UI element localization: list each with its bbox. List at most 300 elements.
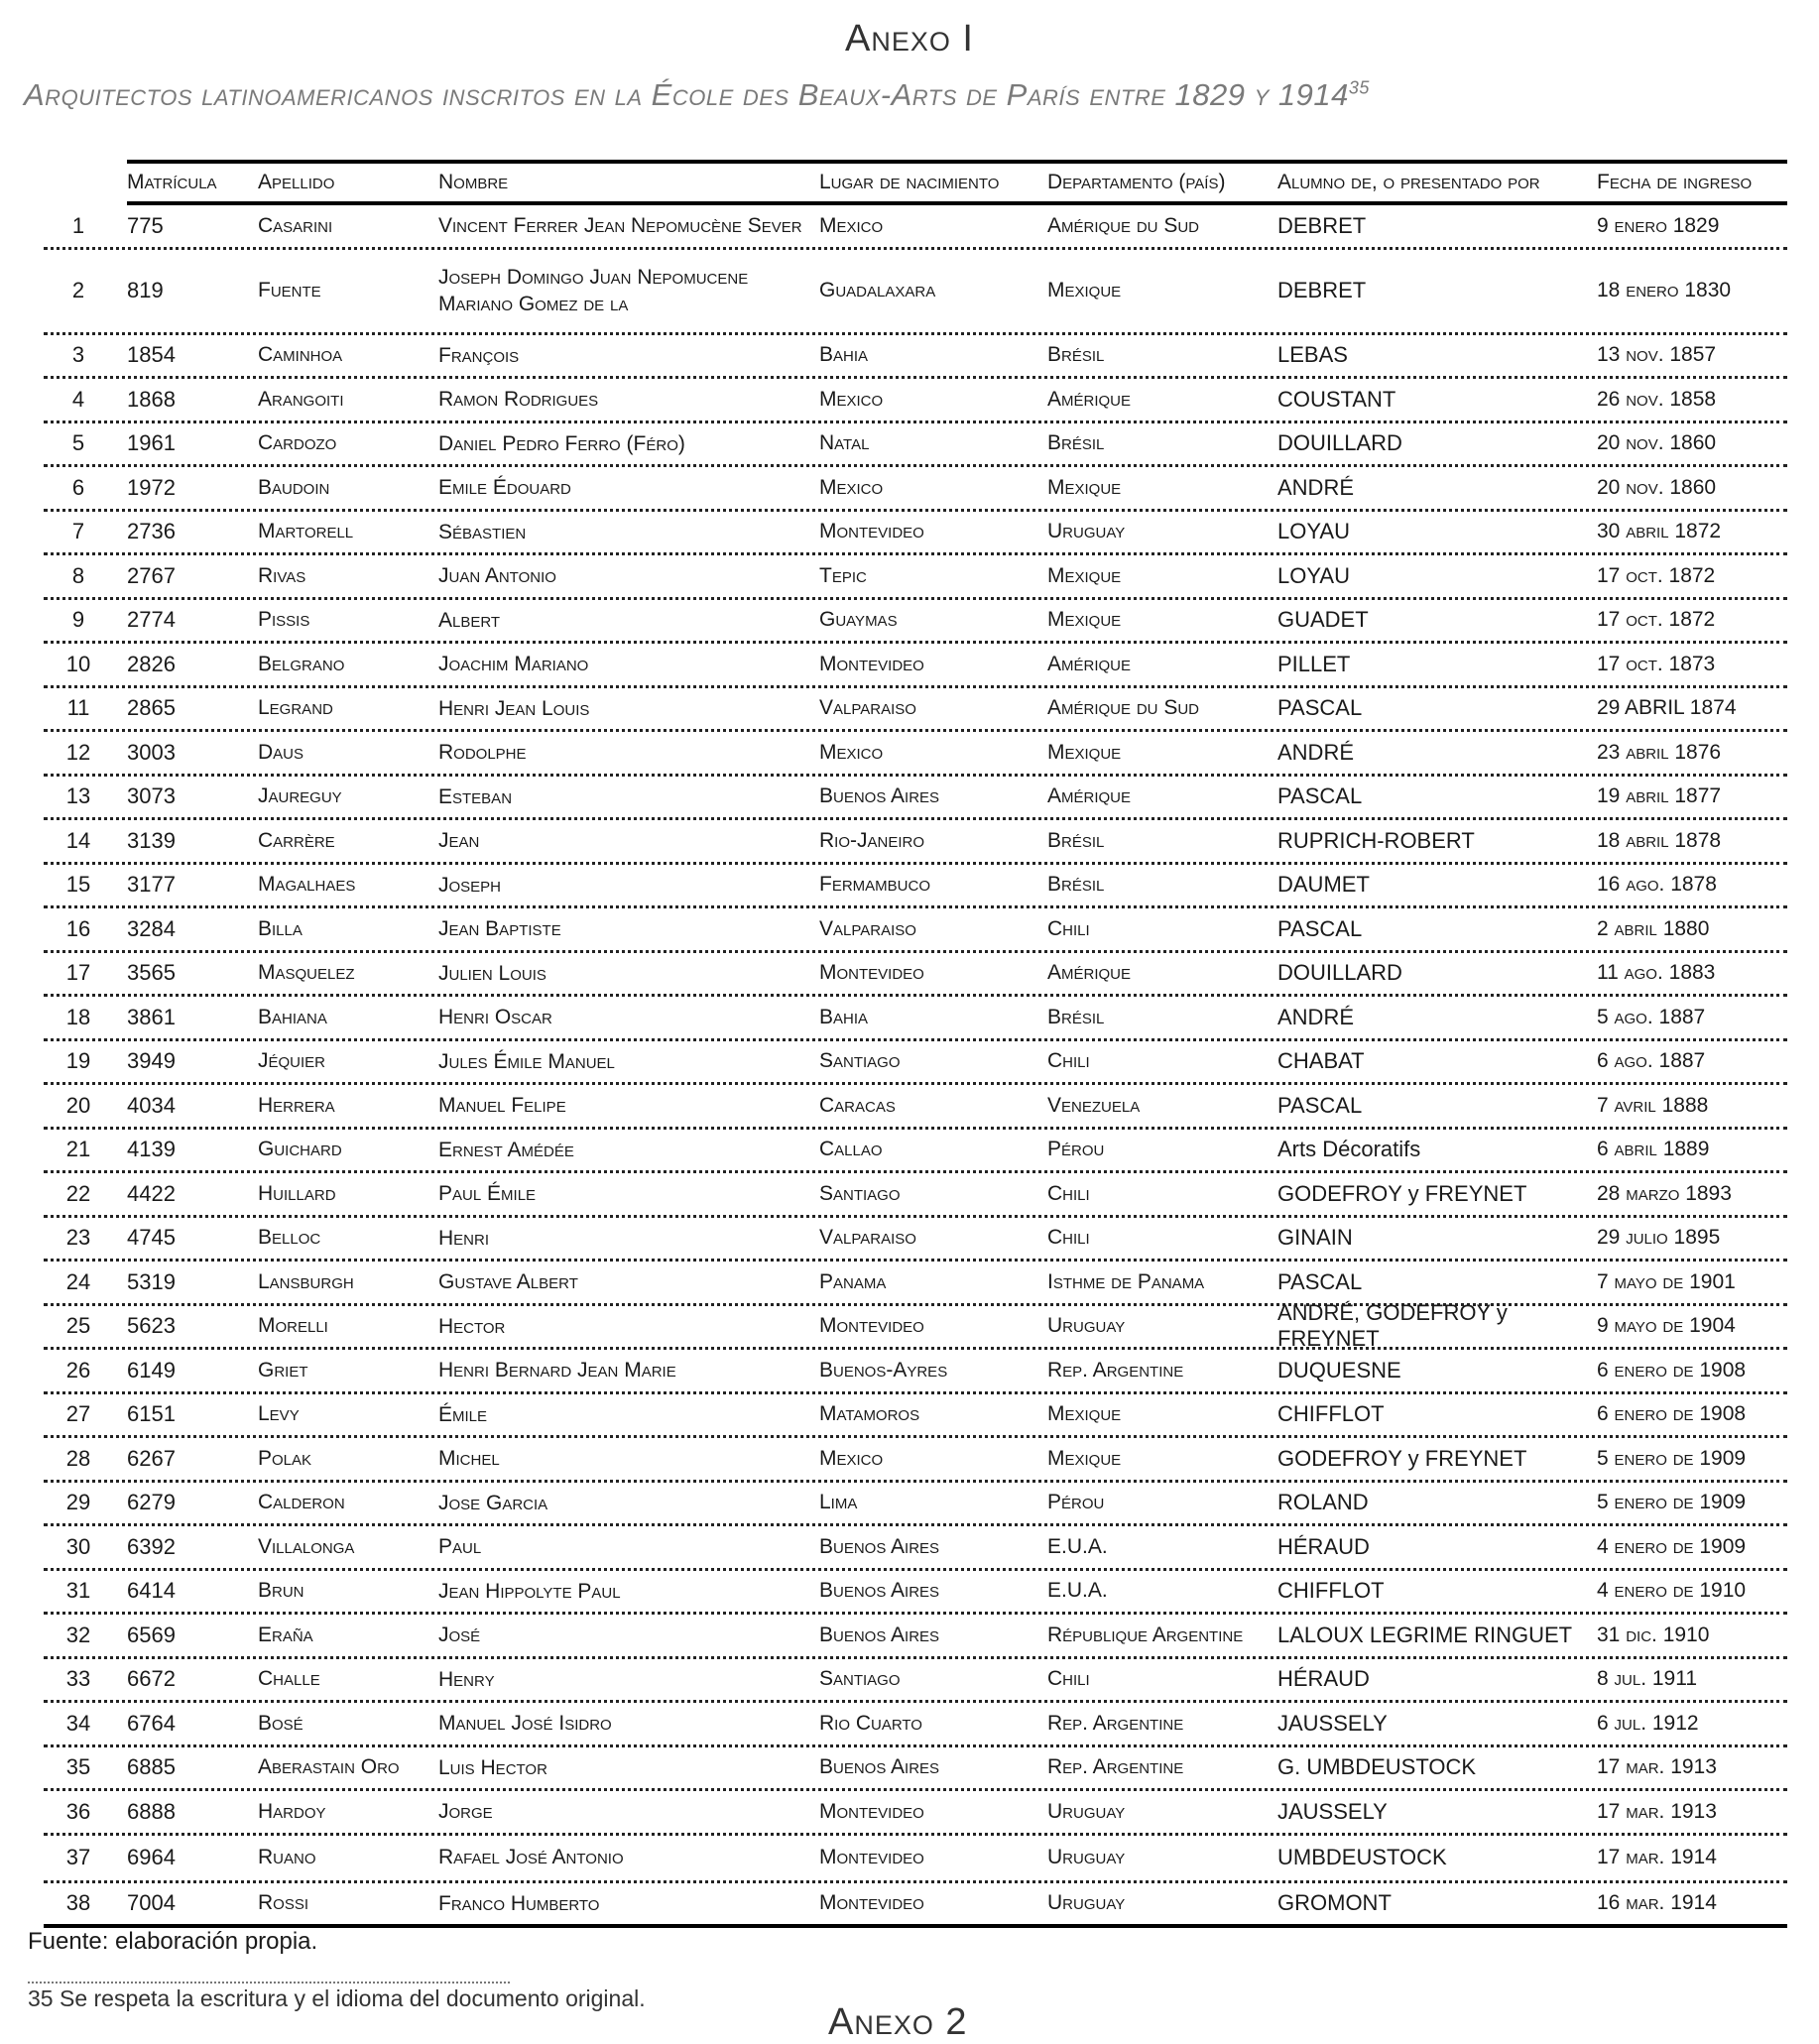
table-row	[44, 1041, 1787, 1086]
cell-nombre: Franco Humberto	[438, 1891, 600, 1915]
header-nombre: Nombre	[438, 171, 509, 194]
header-lugar: Lugar de nacimiento	[819, 171, 1000, 193]
cell-num: 2	[71, 278, 85, 302]
cell-alumno: CHABAT	[1277, 1048, 1365, 1074]
cell-lugar: Mexico	[819, 475, 884, 499]
cell-lugar: Natal	[819, 431, 870, 455]
cell-alumno: GROMONT	[1277, 1890, 1392, 1916]
cell-alumno: ROLAND	[1277, 1490, 1369, 1515]
cell-departamento: Pérou	[1047, 1491, 1105, 1514]
cell-fecha: 17 oct. 1872	[1597, 608, 1716, 632]
cell-alumno: RUPRICH-ROBERT	[1277, 827, 1475, 853]
cell-apellido: Legrand	[258, 696, 333, 720]
cell-departamento: Mexique	[1047, 563, 1122, 587]
cell-lugar: Buenos Aires	[819, 1623, 940, 1646]
cell-departamento: E.U.A.	[1047, 1534, 1108, 1558]
cell-num: 7	[71, 519, 85, 544]
cell-departamento: Chili	[1047, 1049, 1090, 1073]
table-row	[44, 1571, 1787, 1616]
cell-matricula: 6672	[127, 1666, 176, 1692]
cell-alumno: GUADET	[1277, 607, 1369, 633]
cell-num: 31	[65, 1578, 91, 1604]
table-row	[44, 555, 1787, 600]
cell-alumno: UMBDEUSTOCK	[1277, 1845, 1447, 1869]
cell-nombre: Manuel Felipe	[438, 1094, 566, 1118]
cell-num: 35	[65, 1754, 91, 1780]
table-row	[44, 1883, 1787, 1929]
cell-fecha: 29 julio 1895	[1597, 1226, 1721, 1250]
cell-lugar: Matamoros	[819, 1402, 920, 1426]
cell-matricula: 6569	[127, 1622, 176, 1647]
cell-alumno: PILLET	[1277, 651, 1351, 676]
cell-alumno: LEBAS	[1277, 342, 1348, 368]
cell-matricula: 7004	[127, 1890, 176, 1916]
cell-matricula: 2774	[127, 607, 176, 633]
cell-apellido: Cardozo	[258, 431, 337, 455]
cell-num: 28	[65, 1445, 91, 1471]
cell-nombre: Daniel Pedro Ferro (Féro)	[438, 431, 685, 455]
cell-nombre: Luis Hector	[438, 1755, 547, 1779]
cell-lugar: Montevideo	[819, 520, 924, 543]
cell-lugar: Mexico	[819, 213, 884, 237]
cell-lugar: Caracas	[819, 1093, 896, 1117]
cell-departamento: Rep. Argentine	[1047, 1358, 1184, 1382]
cell-matricula: 1972	[127, 474, 176, 500]
cell-lugar: Montevideo	[819, 1846, 924, 1868]
cell-alumno: HÉRAUD	[1277, 1666, 1370, 1692]
cell-apellido: Casarini	[258, 213, 333, 237]
table-subtitle	[24, 77, 1370, 113]
cell-fecha: 6 enero de 1908	[1597, 1402, 1747, 1426]
cell-lugar: Bahia	[819, 343, 869, 367]
cell-fecha: 17 mar. 1914	[1597, 1846, 1717, 1868]
cell-fecha: 17 mar. 1913	[1597, 1799, 1717, 1823]
cell-matricula: 2826	[127, 651, 176, 676]
cell-departamento: Isthme de Panama	[1047, 1269, 1205, 1293]
cell-nombre: Albert	[438, 608, 501, 632]
cell-lugar: Santiago	[819, 1667, 901, 1691]
cell-lugar: Montevideo	[819, 652, 924, 675]
cell-num: 25	[65, 1313, 91, 1339]
cell-departamento: Mexique	[1047, 279, 1122, 301]
cell-departamento: Uruguay	[1047, 1799, 1126, 1823]
cell-apellido: Billa	[258, 916, 303, 940]
cell-apellido: Bosé	[258, 1711, 303, 1735]
cell-nombre: Michel	[438, 1447, 500, 1471]
cell-fecha: 7 avril 1888	[1597, 1093, 1709, 1117]
cell-apellido: Lansburgh	[258, 1269, 354, 1293]
cell-fecha: 5 enero de 1909	[1597, 1491, 1747, 1514]
cell-apellido: Herrera	[258, 1093, 335, 1117]
cell-matricula: 6149	[127, 1357, 176, 1383]
cell-nombre: Gustave Albert	[438, 1270, 578, 1294]
cell-num: 20	[65, 1092, 91, 1118]
cell-departamento: Amérique	[1047, 652, 1132, 675]
cell-num: 22	[65, 1180, 91, 1206]
cell-matricula: 1961	[127, 430, 176, 456]
cell-apellido: Rivas	[258, 563, 306, 587]
cell-alumno: ANDRÉ	[1277, 474, 1355, 500]
table-header	[44, 164, 1787, 201]
cell-fecha: 31 dic. 1910	[1597, 1623, 1710, 1646]
cell-lugar: Mexico	[819, 1446, 884, 1470]
cell-lugar: Buenos Aires	[819, 1755, 940, 1779]
cell-matricula: 3177	[127, 872, 176, 898]
cell-nombre: Henri Jean Louis	[438, 696, 590, 720]
cell-matricula: 6964	[127, 1845, 176, 1869]
cell-lugar: Rio Cuarto	[819, 1711, 922, 1735]
cell-num: 12	[65, 739, 91, 765]
table-row	[44, 1659, 1787, 1704]
cell-fecha: 17 oct. 1872	[1597, 563, 1716, 587]
cell-fecha: 23 abril 1876	[1597, 740, 1722, 764]
cell-apellido: Morelli	[258, 1314, 328, 1338]
cell-num: 11	[66, 695, 90, 721]
cell-fecha: 30 abril 1872	[1597, 520, 1722, 543]
cell-lugar: Buenos Aires	[819, 1534, 940, 1558]
table-row	[44, 335, 1787, 380]
cell-matricula: 6885	[127, 1754, 176, 1780]
cell-alumno: DEBRET	[1277, 278, 1367, 302]
cell-apellido: Ruano	[258, 1846, 316, 1868]
cell-fecha: 16 mar. 1914	[1597, 1891, 1717, 1915]
cell-fecha: 9 mayo de 1904	[1597, 1314, 1736, 1338]
cell-matricula: 2767	[127, 562, 176, 588]
cell-num: 36	[65, 1798, 91, 1824]
cell-apellido: Bahiana	[258, 1005, 327, 1028]
cell-num: 34	[65, 1710, 91, 1736]
cell-matricula: 6764	[127, 1710, 176, 1736]
cell-departamento: E.U.A.	[1047, 1579, 1108, 1603]
cell-num: 18	[65, 1004, 91, 1029]
cell-matricula: 2736	[127, 519, 176, 544]
cell-fecha: 5 enero de 1909	[1597, 1446, 1747, 1470]
cell-departamento: Venezuela	[1047, 1093, 1141, 1117]
cell-fecha: 6 enero de 1908	[1597, 1358, 1747, 1382]
cell-departamento: Mexique	[1047, 1446, 1122, 1470]
cell-nombre: Henri	[438, 1226, 490, 1250]
cell-matricula: 3139	[127, 827, 176, 853]
table-row	[44, 732, 1787, 777]
cell-num: 5	[71, 430, 85, 456]
cell-matricula: 3861	[127, 1004, 176, 1029]
table-row	[44, 512, 1787, 556]
cell-nombre: Paul	[438, 1535, 482, 1559]
cell-fecha: 18 abril 1878	[1597, 828, 1722, 852]
cell-lugar: Panama	[819, 1269, 887, 1293]
cell-departamento: Amérique du Sud	[1047, 696, 1200, 720]
cell-nombre: Emile Édouard	[438, 476, 571, 500]
cell-nombre: Henry	[438, 1667, 495, 1691]
table-row	[44, 1262, 1787, 1306]
cell-lugar: Montevideo	[819, 1891, 924, 1915]
cell-departamento: Brésil	[1047, 828, 1105, 852]
cell-alumno: PASCAL	[1277, 783, 1363, 809]
cell-num: 10	[65, 651, 91, 676]
cell-nombre: Jose Garcia	[438, 1491, 548, 1514]
table-row	[44, 644, 1787, 688]
cell-nombre: François	[438, 343, 520, 367]
cell-num: 38	[65, 1890, 91, 1916]
cell-lugar: Valparaiso	[819, 696, 916, 720]
table-row	[44, 1394, 1787, 1439]
cell-apellido: Magalhaes	[258, 873, 356, 897]
table-row	[44, 1791, 1787, 1836]
table-row	[44, 1703, 1787, 1747]
cell-nombre: Émile	[438, 1402, 488, 1426]
cell-apellido: Arangoiti	[258, 387, 344, 411]
cell-lugar: Mexico	[819, 740, 884, 764]
cell-lugar: Valparaiso	[819, 1226, 916, 1250]
cell-lugar: Montevideo	[819, 1799, 924, 1823]
cell-departamento: Brésil	[1047, 343, 1105, 367]
header-departamento: Departamento (país)	[1047, 171, 1226, 193]
cell-fecha: 20 nov. 1860	[1597, 431, 1717, 455]
cell-matricula: 6888	[127, 1798, 176, 1824]
table-row	[44, 379, 1787, 423]
cell-lugar: Buenos Aires	[819, 784, 940, 808]
cell-nombre: José	[438, 1623, 481, 1647]
cell-apellido: Martorell	[258, 520, 354, 543]
cell-departamento: Uruguay	[1047, 1846, 1126, 1868]
table-row	[44, 1350, 1787, 1394]
table-row	[44, 1615, 1787, 1659]
cell-num: 13	[65, 783, 91, 809]
table-row	[44, 600, 1787, 645]
cell-nombre: Vincent Ferrer Jean Nepomucène Sever	[438, 214, 802, 238]
cell-num: 3	[71, 342, 85, 368]
cell-departamento: Amérique	[1047, 961, 1132, 985]
cell-departamento: Mexique	[1047, 608, 1122, 632]
cell-departamento: Brésil	[1047, 431, 1105, 455]
cell-alumno: JAUSSELY	[1277, 1710, 1388, 1736]
table-row	[44, 908, 1787, 953]
source-note: Fuente: elaboración propia.	[28, 1928, 318, 1955]
cell-fecha: 17 mar. 1913	[1597, 1755, 1717, 1779]
cell-lugar: Santiago	[819, 1049, 901, 1073]
table-row	[44, 1173, 1787, 1218]
cell-alumno: GINAIN	[1277, 1225, 1353, 1251]
next-section-heading: Anexo 2	[828, 2001, 968, 2043]
cell-fecha: 11 ago. 1883	[1597, 961, 1716, 985]
cell-num: 15	[65, 872, 91, 898]
cell-matricula: 4422	[127, 1180, 176, 1206]
cell-nombre: Hector	[438, 1314, 506, 1338]
cell-fecha: 13 nov. 1857	[1597, 343, 1717, 367]
cell-alumno: CHIFFLOT	[1277, 1578, 1385, 1604]
cell-alumno: CHIFFLOT	[1277, 1401, 1385, 1427]
cell-num: 27	[65, 1401, 91, 1427]
cell-nombre: Paul Émile	[438, 1182, 537, 1206]
cell-nombre: Juan Antonio	[438, 564, 556, 588]
cell-num: 23	[65, 1225, 91, 1251]
cell-apellido: Griet	[258, 1358, 308, 1382]
cell-apellido: Rossi	[258, 1891, 309, 1915]
cell-apellido: Jaureguy	[258, 784, 342, 808]
cell-lugar: Guaymas	[819, 608, 898, 632]
cell-departamento: République Argentine	[1047, 1623, 1244, 1646]
cell-alumno: JAUSSELY	[1277, 1798, 1388, 1824]
cell-departamento: Rep. Argentine	[1047, 1711, 1184, 1735]
cell-lugar: Tepic	[819, 563, 867, 587]
cell-departamento: Rep. Argentine	[1047, 1755, 1184, 1779]
table-row	[44, 953, 1787, 998]
cell-departamento: Amérique du Sud	[1047, 213, 1200, 237]
cell-lugar: Montevideo	[819, 961, 924, 985]
table-row	[44, 1218, 1787, 1262]
cell-matricula: 3949	[127, 1048, 176, 1074]
cell-matricula: 4745	[127, 1225, 176, 1251]
cell-num: 17	[65, 960, 91, 986]
cell-num: 26	[65, 1357, 91, 1383]
cell-departamento: Chili	[1047, 1181, 1090, 1205]
table-row	[44, 820, 1787, 865]
cell-apellido: Calderon	[258, 1491, 345, 1514]
cell-fecha: 17 oct. 1873	[1597, 652, 1716, 675]
cell-nombre: Henri Oscar	[438, 1006, 552, 1029]
cell-nombre: Henri Bernard Jean Marie	[438, 1359, 676, 1383]
cell-num: 19	[65, 1048, 91, 1074]
table-row	[44, 865, 1787, 909]
cell-departamento: Mexique	[1047, 740, 1122, 764]
cell-fecha: 20 nov. 1860	[1597, 475, 1717, 499]
cell-matricula: 819	[127, 278, 164, 302]
cell-matricula: 4034	[127, 1092, 176, 1118]
cell-fecha: 26 nov. 1858	[1597, 387, 1717, 411]
cell-apellido: Aberastain Oro	[258, 1755, 400, 1779]
cell-alumno: DEBRET	[1277, 212, 1367, 238]
cell-apellido: Pissis	[258, 608, 310, 632]
cell-matricula: 4139	[127, 1137, 176, 1162]
cell-fecha: 6 jul. 1912	[1597, 1711, 1699, 1735]
header-apellido: Apellido	[258, 171, 335, 193]
cell-matricula: 6267	[127, 1445, 176, 1471]
cell-fecha: 4 enero de 1909	[1597, 1534, 1747, 1558]
cell-matricula: 5319	[127, 1268, 176, 1294]
cell-alumno: PASCAL	[1277, 1092, 1363, 1118]
cell-num: 29	[65, 1490, 91, 1515]
table-row	[44, 1438, 1787, 1483]
cell-alumno: HÉRAUD	[1277, 1533, 1370, 1559]
header-fecha: Fecha de ingreso	[1597, 171, 1753, 193]
cell-num: 37	[65, 1845, 91, 1869]
cell-alumno: LOYAU	[1277, 562, 1350, 588]
cell-nombre: Rodolphe	[438, 741, 527, 765]
cell-fecha: 16 ago. 1878	[1597, 873, 1717, 897]
cell-alumno: DUQUESNE	[1277, 1357, 1401, 1383]
cell-nombre: Rafael José Antonio	[438, 1846, 624, 1869]
cell-alumno: DOUILLARD	[1277, 430, 1402, 456]
cell-fecha: 29 ABRIL 1874	[1597, 696, 1737, 720]
cell-apellido: Guichard	[258, 1138, 342, 1161]
cell-departamento: Chili	[1047, 1667, 1090, 1691]
cell-alumno: GODEFROY y FREYNET	[1277, 1445, 1527, 1471]
cell-departamento: Uruguay	[1047, 520, 1126, 543]
cell-lugar: Rio-Janeiro	[819, 828, 925, 852]
cell-num: 21	[65, 1137, 91, 1162]
cell-lugar: Bahia	[819, 1005, 869, 1028]
table-row	[44, 205, 1787, 250]
cell-num: 16	[65, 915, 91, 941]
cell-fecha: 2 abril 1880	[1597, 916, 1710, 940]
cell-num: 30	[65, 1533, 91, 1559]
cell-nombre: Ernest Amédée	[438, 1138, 574, 1161]
cell-nombre: Joseph	[438, 873, 502, 897]
cell-apellido: Villalonga	[258, 1534, 355, 1558]
cell-alumno: ANDRÉ	[1277, 739, 1355, 765]
table-row	[44, 1130, 1787, 1174]
cell-apellido: Carrère	[258, 828, 335, 852]
table-row	[44, 1836, 1787, 1883]
cell-apellido: Huillard	[258, 1181, 336, 1205]
cell-alumno: DOUILLARD	[1277, 960, 1402, 986]
table-row	[44, 423, 1787, 468]
header-matricula: Matrícula	[127, 171, 217, 193]
cell-alumno: GODEFROY y FREYNET	[1277, 1180, 1527, 1206]
cell-nombre: Joachim Mariano	[438, 653, 589, 676]
cell-apellido: Eraña	[258, 1623, 313, 1646]
cell-nombre: Jorge	[438, 1800, 493, 1824]
cell-nombre: Ramon Rodrigues	[438, 388, 599, 412]
cell-nombre: Sébastien	[438, 520, 527, 543]
cell-apellido: Belgrano	[258, 652, 345, 675]
table-row	[44, 1483, 1787, 1527]
cell-departamento: Chili	[1047, 916, 1090, 940]
cell-apellido: Levy	[258, 1402, 300, 1426]
cell-alumno: COUSTANT	[1277, 386, 1396, 412]
cell-nombre: Manuel José Isidro	[438, 1712, 612, 1736]
footnote-ref[interactable]: 35	[1348, 77, 1370, 98]
table-row	[44, 997, 1787, 1041]
cell-alumno: PASCAL	[1277, 1268, 1363, 1294]
cell-lugar: Mexico	[819, 387, 884, 411]
table-row	[44, 1526, 1787, 1571]
cell-departamento: Amérique	[1047, 784, 1132, 808]
cell-departamento: Brésil	[1047, 873, 1105, 897]
cell-lugar: Callao	[819, 1138, 883, 1161]
cell-num: 1	[71, 212, 85, 238]
cell-num: 6	[71, 474, 85, 500]
cell-nombre: Jules Émile Manuel	[438, 1049, 615, 1073]
cell-num: 14	[65, 827, 91, 853]
cell-matricula: 2865	[127, 695, 176, 721]
cell-lugar: Guadalaxara	[819, 279, 936, 301]
cell-nombre: Esteban	[438, 784, 513, 808]
cell-departamento: Uruguay	[1047, 1314, 1126, 1338]
cell-fecha: 18 enero 1830	[1597, 279, 1732, 301]
cell-nombre: Joseph Domingo Juan Nepomucene Mariano Gomez de la	[438, 265, 749, 315]
cell-fecha: 4 enero de 1910	[1597, 1579, 1747, 1603]
footnote-divider	[28, 1982, 510, 1984]
cell-fecha: 28 marzo 1893	[1597, 1181, 1732, 1205]
cell-nombre: Jean Hippolyte Paul	[438, 1579, 621, 1603]
cell-departamento: Chili	[1047, 1226, 1090, 1250]
cell-fecha: 5 ago. 1887	[1597, 1005, 1706, 1028]
cell-lugar: Montevideo	[819, 1314, 924, 1338]
cell-alumno: LOYAU	[1277, 519, 1350, 544]
cell-alumno: PASCAL	[1277, 915, 1363, 941]
cell-apellido: Caminhoa	[258, 343, 343, 367]
cell-fecha: 8 jul. 1911	[1597, 1667, 1698, 1691]
cell-alumno: ANDRÉ, GODEFROY y FREYNET	[1277, 1300, 1508, 1352]
cell-apellido: Challe	[258, 1667, 320, 1691]
cell-num: 33	[65, 1666, 91, 1692]
cell-matricula: 5623	[127, 1313, 176, 1339]
cell-lugar: Lima	[819, 1491, 858, 1514]
cell-lugar: Buenos Aires	[819, 1579, 940, 1603]
cell-fecha: 9 enero 1829	[1597, 213, 1720, 237]
cell-apellido: Baudoin	[258, 475, 330, 499]
